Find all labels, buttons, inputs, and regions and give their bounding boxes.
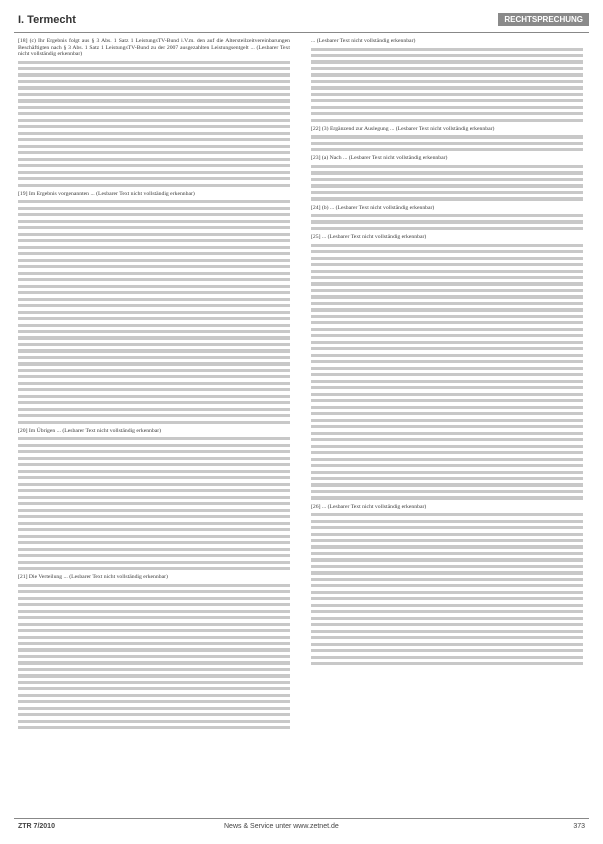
text-line	[18, 324, 290, 327]
text-line	[18, 138, 290, 141]
page-footer	[14, 818, 589, 837]
text-line	[311, 250, 583, 253]
text-line	[311, 610, 583, 613]
text-line	[311, 334, 583, 337]
text-line	[18, 177, 290, 180]
text-line	[311, 552, 583, 555]
text-line	[311, 106, 583, 109]
text-line	[311, 656, 583, 659]
paragraph: [25] ... (Lesbarer Text nicht vollständig erkennbar)	[311, 234, 427, 241]
text-line	[311, 263, 583, 266]
text-line	[311, 399, 583, 402]
text-line	[311, 148, 583, 151]
text-line	[18, 73, 290, 76]
text-line	[18, 220, 290, 223]
text-line	[18, 171, 290, 174]
text-line	[311, 526, 583, 529]
text-line	[311, 165, 583, 168]
text-line	[311, 341, 583, 344]
text-line	[18, 132, 290, 135]
text-line	[18, 687, 290, 690]
text-line	[311, 119, 583, 122]
text-line	[311, 73, 583, 76]
text-line	[311, 93, 583, 96]
text-line	[18, 298, 290, 301]
text-line	[18, 304, 290, 307]
text-line	[18, 489, 290, 492]
paragraph: [22] (3) Ergänzend zur Auslegung ... (Lesbarer Text nicht vollständig erkennbar)	[311, 125, 495, 132]
text-line	[18, 151, 290, 154]
text-line	[18, 623, 290, 626]
text-line	[311, 451, 583, 454]
paragraph: [24] (b) ... (Lesbarer Text nicht vollständig erkennbar)	[311, 204, 435, 211]
category-badge: RECHTSPRECHUNG	[498, 13, 589, 26]
text-line	[18, 291, 290, 294]
text-line	[311, 276, 583, 279]
section-title: I. Termecht	[18, 14, 76, 26]
text-line	[311, 545, 583, 548]
text-line	[311, 636, 583, 639]
text-line	[18, 700, 290, 703]
text-line	[18, 246, 290, 249]
text-line	[18, 483, 290, 486]
text-line	[18, 164, 290, 167]
text-line	[18, 515, 290, 518]
text-line	[18, 285, 290, 288]
text-line	[18, 522, 290, 525]
text-line	[311, 623, 583, 626]
text-line	[18, 86, 290, 89]
text-line	[18, 233, 290, 236]
text-line	[18, 642, 290, 645]
text-line	[311, 539, 583, 542]
text-line	[311, 662, 583, 665]
text-line	[311, 135, 583, 138]
text-line	[18, 145, 290, 148]
text-line	[18, 401, 290, 404]
text-line	[311, 289, 583, 292]
text-line	[311, 54, 583, 57]
text-line	[311, 591, 583, 594]
text-line	[311, 464, 583, 467]
text-line	[311, 244, 583, 247]
text-line	[18, 369, 290, 372]
text-line	[18, 408, 290, 411]
text-line	[18, 636, 290, 639]
text-line	[18, 375, 290, 378]
text-line	[18, 509, 290, 512]
text-line	[18, 450, 290, 453]
paragraph: ... (Lesbarer Text nicht vollständig erkennbar)	[311, 38, 416, 44]
text-line	[311, 558, 583, 561]
text-line	[311, 373, 583, 376]
text-line	[311, 308, 583, 311]
text-line	[18, 502, 290, 505]
text-line	[18, 125, 290, 128]
text-line	[18, 584, 290, 587]
text-line	[311, 483, 583, 486]
text-line	[311, 354, 583, 357]
text-line	[18, 476, 290, 479]
text-line	[18, 67, 290, 70]
text-line	[311, 445, 583, 448]
text-line	[18, 272, 290, 275]
text-line	[311, 565, 583, 568]
text-line	[18, 629, 290, 632]
text-line	[311, 406, 583, 409]
paragraph: [23] (a) Nach ... (Lesbarer Text nicht vollständig erkennbar)	[311, 155, 448, 162]
text-line	[311, 419, 583, 422]
text-line	[18, 414, 290, 417]
text-line	[18, 726, 290, 729]
text-line	[18, 457, 290, 460]
text-line	[311, 184, 583, 187]
text-line	[18, 336, 290, 339]
text-line	[18, 528, 290, 531]
text-line	[311, 571, 583, 574]
text-line	[18, 311, 290, 314]
text-line	[18, 674, 290, 677]
text-line	[18, 362, 290, 365]
text-line	[18, 567, 290, 570]
text-line	[311, 496, 583, 499]
text-line	[18, 535, 290, 538]
text-line	[18, 213, 290, 216]
text-line	[311, 412, 583, 415]
text-line	[311, 360, 583, 363]
text-line	[18, 184, 290, 187]
text-line	[18, 61, 290, 64]
text-line	[18, 259, 290, 262]
text-line	[18, 616, 290, 619]
text-line	[311, 171, 583, 174]
text-line	[311, 471, 583, 474]
text-line	[311, 197, 583, 200]
text-line	[18, 661, 290, 664]
text-line	[311, 425, 583, 428]
text-line	[18, 668, 290, 671]
text-line	[311, 270, 583, 273]
text-line	[311, 60, 583, 63]
text-line	[18, 356, 290, 359]
text-line	[311, 227, 583, 230]
text-line	[311, 643, 583, 646]
text-line	[18, 278, 290, 281]
text-line	[18, 437, 290, 440]
text-line	[311, 604, 583, 607]
text-line	[18, 265, 290, 268]
text-line	[18, 382, 290, 385]
right-column	[311, 38, 583, 804]
text-line	[18, 713, 290, 716]
text-line	[18, 226, 290, 229]
text-line	[311, 617, 583, 620]
text-line	[18, 200, 290, 203]
text-line	[311, 191, 583, 194]
page-number: 373	[573, 823, 585, 830]
text-line	[18, 648, 290, 651]
text-line	[311, 214, 583, 217]
footer-link-text[interactable]: News & Service unter www.zetnet.de	[224, 823, 339, 830]
text-line	[18, 343, 290, 346]
text-line	[311, 67, 583, 70]
text-line	[18, 93, 290, 96]
text-line	[311, 380, 583, 383]
text-line	[18, 554, 290, 557]
text-line	[18, 603, 290, 606]
page-header	[14, 12, 589, 33]
text-line	[18, 561, 290, 564]
text-line	[18, 112, 290, 115]
text-line	[311, 99, 583, 102]
text-line	[311, 513, 583, 516]
text-line	[18, 119, 290, 122]
text-line	[18, 252, 290, 255]
journal-issue: ZTR 7/2010	[18, 823, 55, 830]
text-line	[18, 655, 290, 658]
text-line	[18, 610, 290, 613]
text-line	[311, 302, 583, 305]
text-line	[18, 330, 290, 333]
paragraph: [21] Die Verteilung ... (Lesbarer Text nicht vollständig erkennbar)	[18, 574, 168, 581]
text-line	[18, 707, 290, 710]
text-line	[311, 438, 583, 441]
text-line	[311, 520, 583, 523]
text-line	[311, 178, 583, 181]
text-line	[311, 282, 583, 285]
text-line	[18, 317, 290, 320]
text-line	[311, 142, 583, 145]
left-column	[18, 38, 290, 804]
paragraph: [18] (c) Ihr Ergebnis folgt aus § 3 Abs. 1 Satz 1 LeistungsTV-Bund i.V.m. den auf die Altersteilzeitvereinbarungen Beschäftigten nach § 3 Abs. 1 Satz 1 LeistungsTV-Bund zu der 2007 ausgezahlten Leistungsentgelt ... (Lesbarer Text nicht vollständig erkennbar)	[18, 38, 290, 57]
text-line	[311, 86, 583, 89]
text-line	[18, 681, 290, 684]
text-line	[18, 597, 290, 600]
text-line	[18, 694, 290, 697]
text-line	[18, 470, 290, 473]
text-line	[311, 80, 583, 83]
text-line	[18, 99, 290, 102]
paragraph: [20] Im Übrigen ... (Lesbarer Text nicht vollständig erkennbar)	[18, 427, 162, 434]
text-line	[311, 630, 583, 633]
text-line	[18, 395, 290, 398]
text-line	[311, 257, 583, 260]
text-line	[311, 220, 583, 223]
text-line	[311, 347, 583, 350]
text-line	[18, 421, 290, 424]
text-line	[311, 315, 583, 318]
text-line	[18, 207, 290, 210]
text-line	[311, 48, 583, 51]
text-line	[311, 393, 583, 396]
text-line	[311, 321, 583, 324]
text-line	[311, 533, 583, 536]
text-line	[311, 112, 583, 115]
text-line	[311, 328, 583, 331]
text-line	[18, 239, 290, 242]
text-line	[311, 432, 583, 435]
text-line	[18, 463, 290, 466]
text-line	[18, 158, 290, 161]
paragraph: [26] ... (Lesbarer Text nicht vollständig erkennbar)	[311, 503, 427, 510]
text-line	[311, 367, 583, 370]
text-line	[18, 80, 290, 83]
text-line	[311, 649, 583, 652]
text-line	[311, 584, 583, 587]
paragraph: [19] Im Ergebnis vorgenannten ... (Lesbarer Text nicht vollständig erkennbar)	[18, 190, 195, 197]
text-line	[18, 548, 290, 551]
text-line	[311, 477, 583, 480]
text-line	[18, 444, 290, 447]
text-line	[18, 349, 290, 352]
text-line	[311, 458, 583, 461]
text-line	[18, 541, 290, 544]
text-line	[311, 490, 583, 493]
text-line	[18, 496, 290, 499]
text-line	[311, 295, 583, 298]
text-line	[18, 590, 290, 593]
text-line	[18, 388, 290, 391]
text-line	[18, 720, 290, 723]
text-line	[311, 386, 583, 389]
text-line	[311, 578, 583, 581]
text-line	[18, 106, 290, 109]
text-line	[311, 597, 583, 600]
